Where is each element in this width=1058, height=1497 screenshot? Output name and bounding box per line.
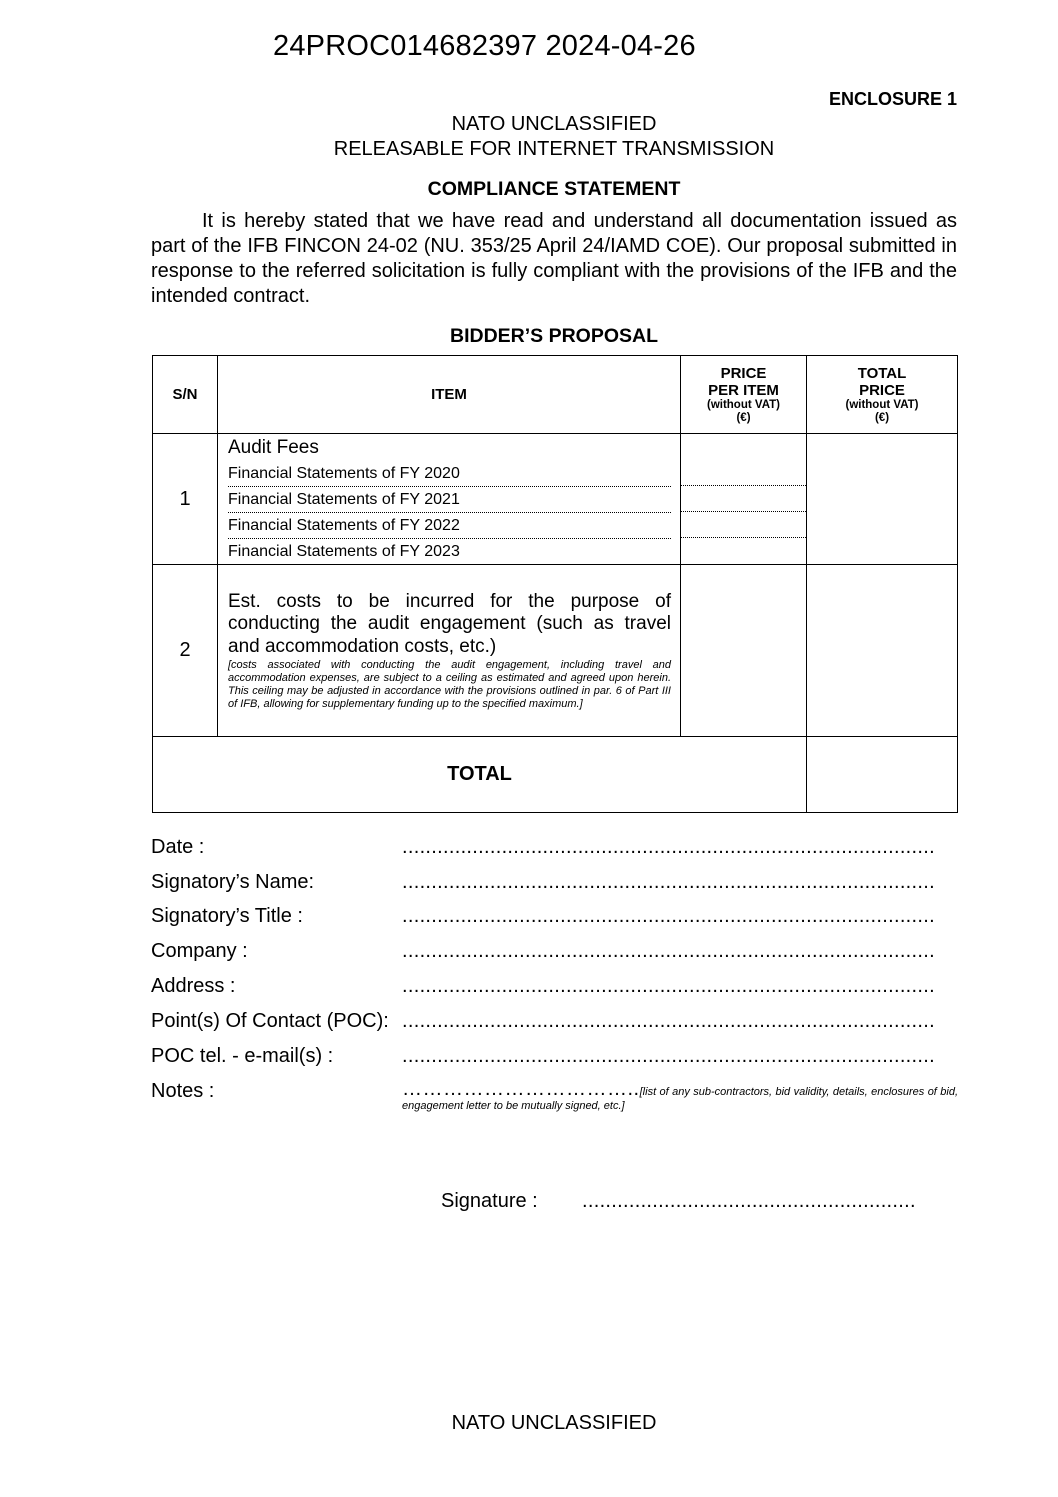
- table-row-estimated-costs: [153, 565, 958, 737]
- proposal-table: [152, 355, 958, 813]
- row2-sn: 2: [153, 565, 218, 737]
- proposal-title: BIDDER’S PROPOSAL: [449, 325, 659, 347]
- row2-price-cell[interactable]: [681, 565, 807, 737]
- notes-dots: ……………………………..: [402, 1078, 640, 1100]
- date-label: Date :: [151, 836, 205, 858]
- address-label: Address :: [151, 975, 236, 997]
- price-header-line1: PRICE: [720, 364, 767, 382]
- poc-label: Point(s) Of Contact (POC):: [151, 1010, 389, 1032]
- price-cell-fy-2021[interactable]: [681, 485, 806, 511]
- price-cell-fy-2022[interactable]: [681, 511, 806, 537]
- signature-label: Signature :: [441, 1190, 538, 1212]
- enclosure-label: ENCLOSURE 1: [828, 89, 957, 109]
- signatory-title-field[interactable]: ...........................................................................................: [402, 905, 935, 927]
- table-row-audit-fees: [153, 434, 958, 565]
- fy-2021-item: Financial Statements of FY 2021: [228, 486, 671, 512]
- classification-header: NATO UNCLASSIFIED: [451, 113, 657, 135]
- column-header-item: ITEM: [218, 356, 681, 434]
- notes-field[interactable]: [402, 1078, 958, 1113]
- row1-item: [218, 434, 681, 565]
- signatory-name-field[interactable]: ...........................................................................................: [402, 871, 935, 893]
- date-field[interactable]: ...........................................................................................: [402, 836, 935, 858]
- signatory-name-label: Signatory’s Name:: [151, 871, 315, 893]
- total-label: TOTAL: [153, 737, 807, 813]
- company-label: Company :: [151, 940, 248, 962]
- total-header-line2: PRICE: [859, 381, 905, 399]
- document-reference: 24PROC014682397 2024-04-26: [273, 30, 696, 62]
- estimated-costs-note: [costs associated with conducting the audit engagement, including travel and accommodation expenses, are subject to a ceiling as estimated and agreed upon herein. This ceiling may be adjusted in accordance with the provisions outlined in par. 6 of Part III of IFB, allowing for supplementary funding up to the specified maximum.]: [228, 659, 671, 710]
- classification-footer: NATO UNCLASSIFIED: [451, 1412, 657, 1434]
- grand-total-cell[interactable]: [807, 737, 958, 813]
- poc-contact-field[interactable]: ...........................................................................................: [402, 1045, 935, 1067]
- estimated-costs-text: Est. costs to be incurred for the purpose of conducting the audit engagement (such as travel and accommodation costs, etc.): [228, 590, 671, 657]
- fy-2020-item: Financial Statements of FY 2020: [228, 465, 460, 482]
- notes-label: Notes :: [151, 1080, 215, 1102]
- notes-hint: [list of any sub-contractors, bid validity, details, enclosures of bid, engagement letter to be mutually signed, etc.]: [402, 1086, 958, 1112]
- column-header-price: [681, 356, 807, 434]
- column-header-total: [807, 356, 958, 434]
- column-header-sn: S/N: [153, 356, 218, 434]
- price-header-line2: PER ITEM: [708, 381, 779, 399]
- row1-sn: 1: [153, 434, 218, 565]
- price-cell-fy-2023[interactable]: [681, 537, 806, 563]
- total-header-note: (without VAT): [845, 398, 919, 411]
- total-header-line1: TOTAL: [857, 364, 907, 382]
- compliance-title: COMPLIANCE STATEMENT: [427, 178, 681, 200]
- price-cell-fy-2020[interactable]: [681, 461, 806, 485]
- compliance-text: It is hereby stated that we have read and understand all documentation issued as part of the IFB FINCON 24-02 (NU. 353/25 April 24/IAMD COE). Our proposal submitted in response to the referred solicitation is fully compliant with the provisions of the IFB and the intended contract.: [151, 210, 957, 307]
- total-header-currency: (€): [874, 411, 890, 424]
- signature-field[interactable]: .........................................................: [582, 1190, 916, 1212]
- fy-2022-item: Financial Statements of FY 2022: [228, 512, 671, 538]
- price-cell-audit-title: [681, 434, 806, 461]
- fy-2023-item: Financial Statements of FY 2023: [228, 538, 671, 564]
- signatory-title-label: Signatory’s Title :: [151, 905, 303, 927]
- poc-field[interactable]: ...........................................................................................: [402, 1010, 935, 1032]
- audit-fees-title: Audit Fees: [228, 437, 319, 458]
- company-field[interactable]: ...........................................................................................: [402, 940, 935, 962]
- releasability-header: RELEASABLE FOR INTERNET TRANSMISSION: [333, 138, 775, 160]
- table-header-row: [153, 356, 958, 434]
- row1-price-cells: [681, 434, 807, 565]
- table-row-total: [153, 737, 958, 813]
- price-header-currency: (€): [736, 411, 751, 424]
- price-header-note: (without VAT): [706, 398, 781, 411]
- poc-contact-label: POC tel. - e-mail(s) :: [151, 1045, 334, 1067]
- row2-total-cell[interactable]: [807, 565, 958, 737]
- row1-total-cell[interactable]: [807, 434, 958, 565]
- row2-item: [218, 565, 681, 737]
- address-field[interactable]: ...........................................................................................: [402, 975, 935, 997]
